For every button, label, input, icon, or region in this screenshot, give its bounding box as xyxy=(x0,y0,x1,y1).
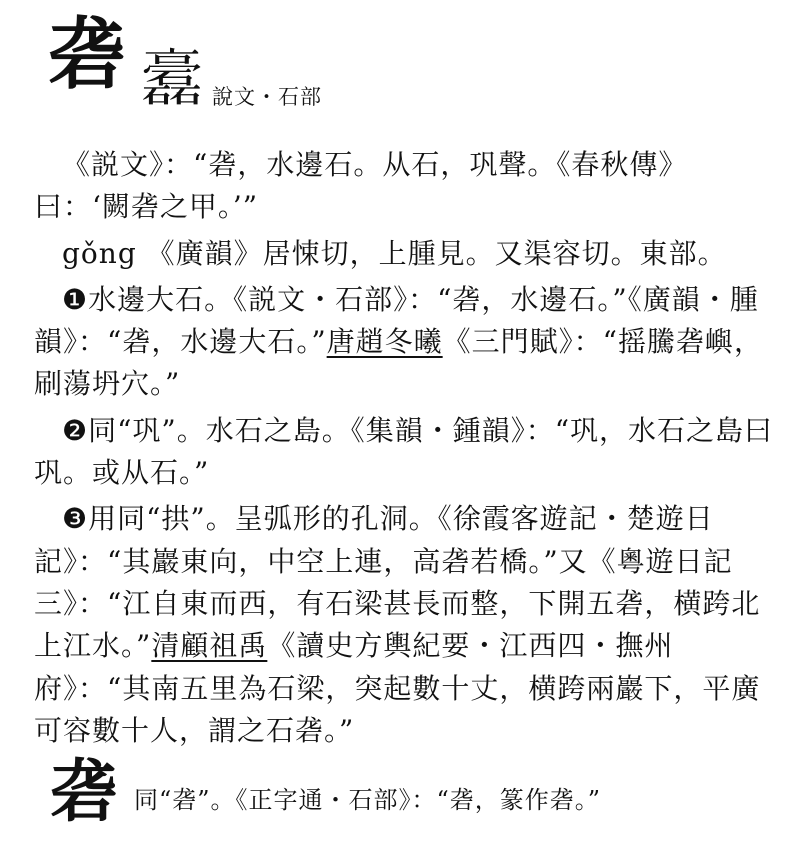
author-name: 清顧祖禹 xyxy=(151,629,268,663)
sense-number: ❷ xyxy=(62,413,89,447)
headword-character: 砻 xyxy=(48,9,127,100)
sense-text: 用同“拱”。呈弧形的孔洞。《徐霞客遊記・楚遊日記》：“其巖東向，中空上連，高砻若橋。”又《粵遊日記三》：“江自東而西，有石梁甚長而整，下開五砻，横跨北上江水。” xyxy=(34,502,761,663)
paragraph-text: 《説文》：“砻，水邊石。从石，巩聲。《春秋傳》曰：‘闕砻之甲。’” xyxy=(34,148,688,224)
sense-text: 同“巩”。水石之島。《集韻・鍾韻》：“巩，水石之島曰巩。或从石。” xyxy=(34,413,774,490)
variant-definition: 同“砻”。《正字通・石部》：“砻，篆作砻。” xyxy=(134,786,602,814)
sense-text: 《三門賦》：“摇騰砻嶼，刷蕩坍穴。” xyxy=(34,325,763,401)
dictionary-entry-body xyxy=(34,144,782,752)
variant-character: 砻 xyxy=(50,752,119,832)
sense-paragraph xyxy=(34,410,782,495)
sense-paragraph xyxy=(34,498,782,752)
sense-number: ❸ xyxy=(62,502,89,536)
author-name: 唐趙冬曦 xyxy=(326,325,443,359)
sense-number: ❶ xyxy=(62,282,89,316)
sense-paragraph xyxy=(34,279,782,406)
seal-script-character: 𥗧 xyxy=(140,43,204,117)
entry-paragraph xyxy=(34,233,782,275)
sense-text: 《讀史方輿紀要・江西四・撫州府》：“其南五里為石梁，突起數十丈，横跨兩巖下，平廣可容數十人，謂之石砻。” xyxy=(34,629,761,747)
sense-text: 水邊大石。《説文・石部》：“砻，水邊石。”《廣韻・腫韻》：“砻，水邊大石。” xyxy=(34,282,759,359)
entry-paragraph xyxy=(34,144,782,229)
paragraph-text: gǒng 《廣韻》居悚切，上腫見。又渠容切。東部。 xyxy=(62,236,727,270)
seal-source-label: 說文・石部 xyxy=(212,85,322,109)
